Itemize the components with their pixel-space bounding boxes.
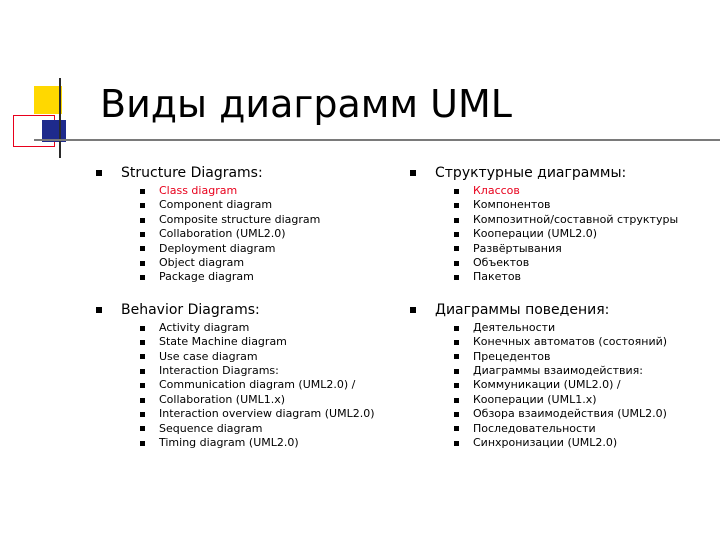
list-item-label: Кооперации (UML2.0): [473, 227, 597, 241]
logo-yellow-square: [34, 86, 62, 114]
list-item: [410, 198, 678, 212]
bullet-icon: [454, 369, 459, 374]
list-item: [96, 270, 375, 284]
list-item: [96, 422, 375, 436]
left-column: [96, 164, 375, 451]
bullet-icon: [454, 232, 459, 237]
section-heading-label: Structure Diagrams:: [121, 165, 263, 181]
list-item-label: Communication diagram (UML2.0) /: [159, 378, 356, 392]
list-item: [96, 184, 375, 198]
list-item-label: Классов: [473, 184, 520, 197]
list-item: [410, 256, 678, 270]
bullet-icon: [454, 340, 459, 345]
list-item-label: Объектов: [473, 256, 530, 270]
bullet-icon: [454, 189, 459, 194]
list-item: [410, 393, 678, 407]
list-item-label: Timing diagram (UML2.0): [159, 436, 299, 450]
list-item-label: Диаграммы взаимодействия:: [473, 364, 643, 378]
list-item: [96, 321, 375, 335]
list-item-label: Компонентов: [473, 198, 551, 212]
list-item-label: Синхронизации (UML2.0): [473, 436, 618, 450]
list-item-label: Deployment diagram: [159, 241, 276, 255]
list-item-label: Развёртывания: [473, 241, 562, 255]
list-item: [410, 227, 678, 241]
bullet-icon: [96, 170, 102, 176]
list-item: [96, 407, 375, 421]
list-item: [96, 256, 375, 270]
behavior-diagrams-section: [96, 301, 375, 451]
bullet-icon: [140, 246, 145, 251]
structure-diagrams-list: [96, 184, 375, 285]
bullet-icon: [140, 275, 145, 280]
bullet-icon: [96, 307, 102, 313]
behavior-diagrams-ru-section: [410, 301, 678, 451]
list-item: [410, 242, 678, 256]
bullet-icon: [140, 354, 145, 359]
list-item-label: Activity diagram: [159, 320, 250, 334]
section-heading: [410, 301, 678, 319]
bullet-icon: [454, 218, 459, 223]
list-item: [96, 436, 375, 450]
list-item: [410, 270, 678, 284]
list-item-label: Collaboration (UML1.x): [159, 392, 286, 406]
bullet-icon: [140, 383, 145, 388]
structure-diagrams-ru-section: [410, 164, 678, 285]
bullet-icon: [140, 232, 145, 237]
bullet-icon: [454, 441, 459, 446]
bullet-icon: [140, 261, 145, 266]
bullet-icon: [454, 426, 459, 431]
list-item-label: Композитной/составной структуры: [473, 212, 679, 226]
list-item: [96, 335, 375, 349]
list-item-label: Collaboration (UML2.0): [159, 227, 286, 241]
list-item-label: State Machine diagram: [159, 335, 287, 349]
structure-diagrams-section: [96, 164, 375, 285]
decorative-vertical-line: [59, 78, 61, 158]
bullet-icon: [410, 170, 416, 176]
list-item: [96, 198, 375, 212]
list-item: [410, 350, 678, 364]
list-item: [96, 350, 375, 364]
section-heading-label: Behavior Diagrams:: [121, 301, 260, 318]
list-item: [410, 407, 678, 421]
bullet-icon: [140, 340, 145, 345]
list-item-label: Package diagram: [159, 270, 254, 284]
section-heading-label: Структурные диаграммы:: [435, 165, 627, 181]
list-item-label: Коммуникации (UML2.0) /: [473, 378, 621, 392]
list-item: [96, 213, 375, 227]
structure-diagrams-ru-list: [410, 184, 678, 285]
right-column: [410, 164, 678, 451]
section-heading: [96, 301, 375, 319]
list-item: [410, 422, 678, 436]
list-item-label: Обзора взаимодействия (UML2.0): [473, 407, 667, 421]
list-item-label: Object diagram: [159, 256, 245, 270]
list-item-label: Use case diagram: [159, 349, 258, 363]
list-item: [410, 321, 678, 335]
bullet-icon: [140, 203, 145, 208]
bullet-icon: [140, 426, 145, 431]
bullet-icon: [140, 398, 145, 403]
list-item: [96, 242, 375, 256]
list-item-label: Interaction Diagrams:: [159, 364, 279, 378]
list-item-label: Пакетов: [473, 270, 522, 284]
list-item: [96, 227, 375, 241]
list-item: [410, 378, 678, 392]
bullet-icon: [410, 307, 416, 313]
bullet-icon: [454, 383, 459, 388]
list-item-label: Кооперации (UML1.x): [473, 392, 597, 406]
list-item: [410, 213, 678, 227]
bullet-icon: [454, 326, 459, 331]
list-item: [96, 378, 375, 392]
list-item-label: Sequence diagram: [159, 421, 263, 435]
list-item: [410, 184, 678, 198]
list-item-label: Последовательности: [473, 421, 596, 435]
bullet-icon: [140, 412, 145, 417]
list-item-label: Class diagram: [159, 184, 238, 197]
behavior-diagrams-ru-list: [410, 321, 678, 451]
bullet-icon: [454, 354, 459, 359]
list-item: [410, 436, 678, 450]
behavior-diagrams-list: [96, 321, 375, 451]
list-item-label: Composite structure diagram: [159, 212, 321, 226]
section-heading: [410, 164, 678, 182]
bullet-icon: [140, 326, 145, 331]
list-item-label: Прецедентов: [473, 349, 551, 363]
section-heading-label: Диаграммы поведения:: [435, 301, 610, 318]
bullet-icon: [454, 275, 459, 280]
bullet-icon: [454, 261, 459, 266]
bullet-icon: [454, 246, 459, 251]
title-underline: [34, 139, 720, 141]
bullet-icon: [140, 218, 145, 223]
slide-title: Виды диаграмм UML: [100, 82, 512, 126]
list-item: [410, 335, 678, 349]
bullet-icon: [454, 398, 459, 403]
list-item-label: Component diagram: [159, 198, 273, 212]
section-heading: [96, 164, 375, 182]
list-item: [410, 364, 678, 378]
bullet-icon: [454, 412, 459, 417]
list-item-label: Конечных автоматов (состояний): [473, 335, 668, 349]
bullet-icon: [140, 369, 145, 374]
list-item: [96, 364, 375, 378]
list-item: [96, 393, 375, 407]
bullet-icon: [454, 203, 459, 208]
bullet-icon: [140, 441, 145, 446]
bullet-icon: [140, 189, 145, 194]
list-item-label: Interaction overview diagram (UML2.0): [159, 407, 375, 421]
list-item-label: Деятельности: [473, 320, 556, 334]
